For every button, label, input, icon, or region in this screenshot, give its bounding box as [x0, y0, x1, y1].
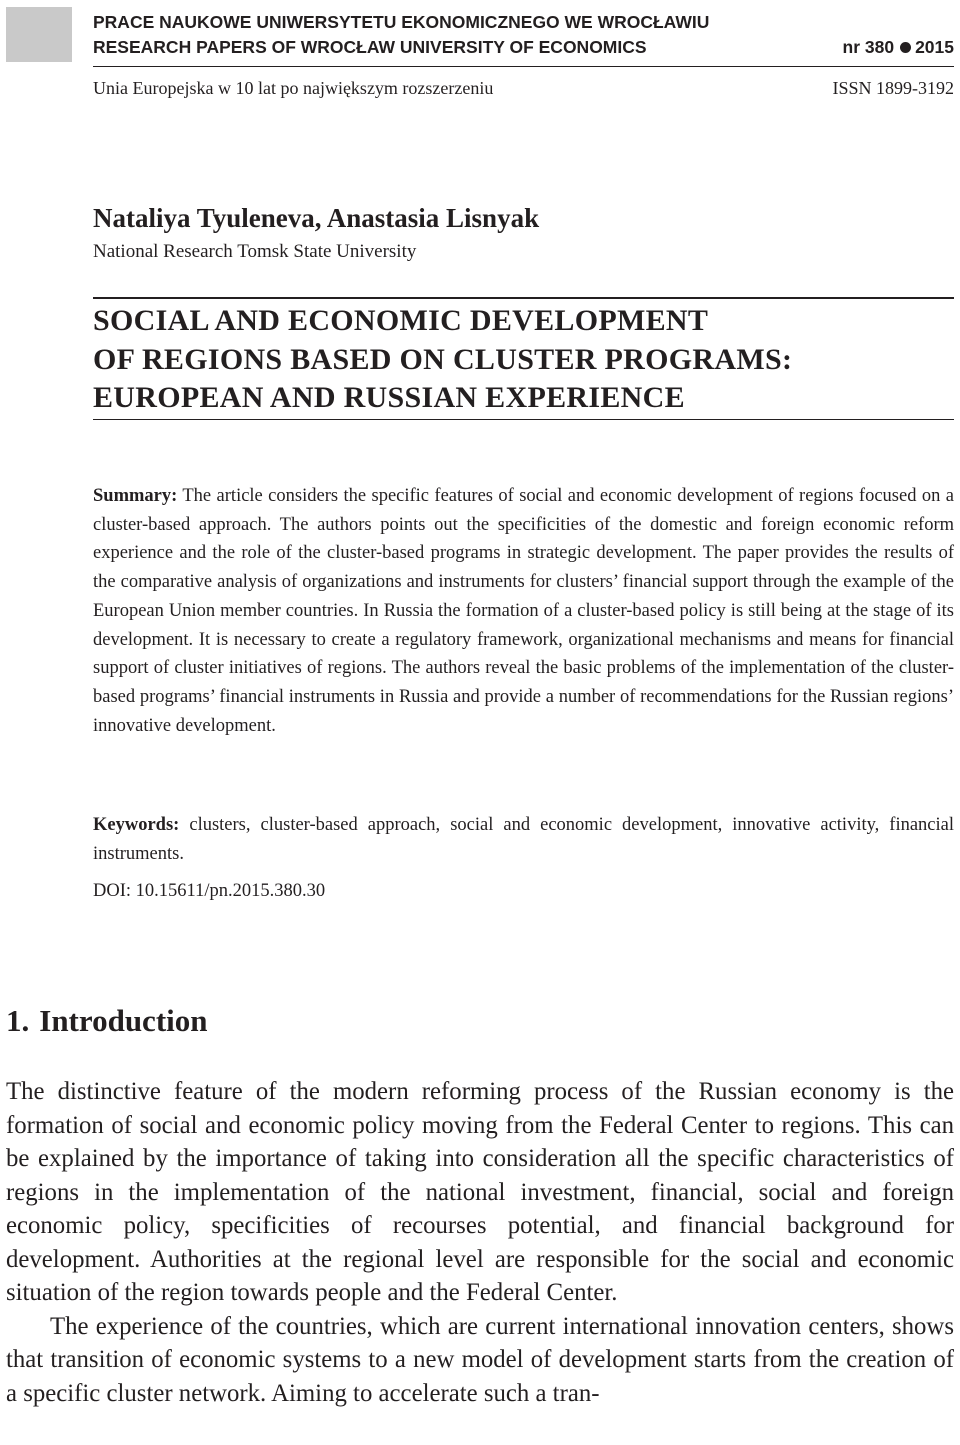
keywords-text: clusters, cluster-based approach, social and economic development, innovative activity, financial instruments. — [93, 815, 955, 864]
title-line: SOCIAL AND ECONOMIC DEVELOPMENT — [93, 304, 709, 337]
section-number: 1. — [6, 1003, 30, 1038]
title-bottom-divider — [93, 419, 954, 420]
header-divider — [93, 66, 954, 67]
summary-label: Summary: — [93, 486, 178, 506]
keywords-label: Keywords: — [93, 815, 180, 835]
keywords-block — [93, 811, 954, 868]
article-title — [93, 302, 943, 418]
header-gray-block — [6, 7, 72, 62]
issue-year: 2015 — [915, 37, 954, 57]
summary-block — [93, 482, 954, 740]
title-top-divider — [93, 297, 954, 299]
author-affiliation: National Research Tomsk State University — [93, 241, 417, 262]
section-body — [6, 1075, 954, 1410]
body-paragraph: The distinctive feature of the modern reforming process of the Russian economy is the formation of social and economic policy moving from the Federal Center to regions. This can be explained by the importance of taking into consideration all the specific characteristics of regions in the implementation of the national investment, financial, social and foreign economic policy, specificities of recourses potential, and financial background for development. Authorities at the regional level are responsible for the social and economic situation of the region towards people and the Federal Center. — [6, 1078, 954, 1306]
title-line: OF REGIONS BASED ON CLUSTER PROGRAMS: — [93, 342, 793, 376]
issn-number: ISSN 1899-3192 — [832, 78, 954, 98]
issue-info — [843, 37, 955, 58]
journal-name-polish: PRACE NAUKOWE UNIWERSYTETU EKONOMICZNEGO WE WROCŁAWIU — [93, 12, 710, 32]
section-title: Introduction — [39, 1003, 208, 1038]
body-paragraph: The experience of the countries, which are current international innovation centers, shows that transition of economic systems to a new model of development starts from the creation of a specific cluster network. Aiming to accelerate such a tran- — [6, 1312, 954, 1407]
volume-title: Unia Europejska w 10 lat po największym rozszerzeniu — [93, 78, 494, 98]
section-heading — [6, 1003, 208, 1039]
issue-number: nr 380 — [842, 37, 895, 57]
article-authors: Nataliya Tyuleneva, Anastasia Lisnyak — [93, 203, 540, 233]
title-line: EUROPEAN AND RUSSIAN EXPERIENCE — [93, 381, 685, 414]
doi: DOI: 10.15611/pn.2015.380.30 — [93, 881, 326, 901]
summary-text: The article considers the specific features of social and economic development of regions focused on a cluster-based approach. The authors points out the specificities of the domestic and foreign economic reform experience and the role of the cluster-based programs in strategic development. The paper provides the results of the comparative analysis of organizations and instruments for clusters’ financial support through the example of the European Union member countries. In Russia the formation of a cluster-based policy is still being at the stage of its development. It is necessary to create a regulatory framework, organizational mechanisms and means for financial support of cluster initiatives of regions. The authors reveal the basic problems of the implementation of the cluster-based programs’ financial instruments in Russia and provide a number of recommendations for the Russian regions’ innovative development. — [93, 486, 955, 736]
bullet-dot-icon — [900, 42, 911, 53]
journal-name-english: RESEARCH PAPERS OF WROCŁAW UNIVERSITY OF ECONOMICS — [93, 37, 647, 57]
